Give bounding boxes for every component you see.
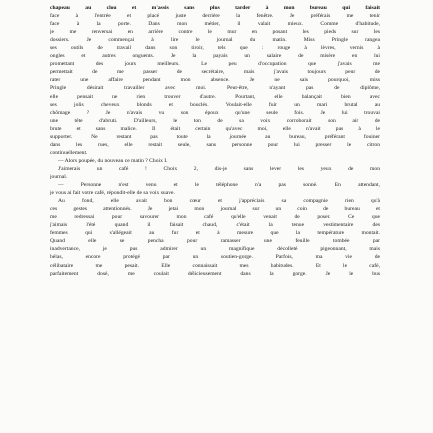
text-line: chômage ? Je n'avais vu son époux qu'une seule fois. Je lui trouvai [50,109,380,116]
text-line: parfaitement dosé, me coulait délicieusement dans la gorge. Je le bus [50,270,380,277]
text-line: ses jolis cheveux blonds et bouclés. Voulait-elle fuir un mari brutal au [50,101,380,108]
text-line: rater une affaire pendant mon absence. Je ne sais pourquoi, miss [50,77,380,84]
text-line: inadvertance, je pus admirer un magnifique décolleté pigeonnant, mais [50,246,380,253]
text-line: une tête d'abruti. D'ailleurs, le ton de sa voix corroborait son air de [50,117,380,124]
text-line: dans les rues, elle restait seule, sans personne pour lui presser le citron [50,141,380,148]
text-line: supporter. Ne restant pas toute la journée au bureau, préférant fouiner [50,133,380,140]
text-line: je vous ai fait votre café, répondit-elle de sa voix suave. [50,190,175,197]
text-line: Au fond, elle avait bon cœur et j'appréciais sa compagnie rien qu'à [58,198,380,205]
text-line: promettant des jours meilleurs. Le peu d'occupation que j'avais me [50,61,380,68]
text-line: me redressai pour savourer mon café qu'elle venait de poser. Ce que [50,214,380,221]
text-line: j'aimais l'été quand il faisait chaud, c'était la tenue vestimentaire des [50,222,380,229]
text-line: brute et sans malice. Il était certain qu'avec moi, elle n'avait pas à le [50,125,380,132]
text-line: ongles et autres onguents. Je la payais un salaire de misère en lui [50,53,380,60]
text-line: — Personne n'est venu et le téléphone n'a pas sonné. En attendant, [58,182,380,189]
text-line: hélas, encore protégé par un soutien-gorge. Parfois, ma vie de [50,254,380,261]
text-line: — Alors poupée, du nouveau ce matin ? Choix I. [58,157,168,164]
page-text [50,4,380,278]
text-line: continuellement. [50,149,88,156]
text-line: face à la porte. Dans mon métier, il valait mieux. Comme d'habitude, [50,21,380,28]
text-line: Pringle désirait travailler avec moi. Peut-être, n'ayant pas de diplôme, [50,85,380,92]
text-line: chapeau au clou et m'assis sans plus tarder à mon bureau qui faisait [50,5,380,11]
text-line: ces gestes attentionnés. Je jetai mon journal sur un coin de bureau et [50,206,380,213]
text-line: femmes qui s'allégeait au fur et à mesure que la température montait. [50,230,380,237]
text-line: Quand elle se pencha pour ramasser une feuille tombée par [50,238,380,245]
text-line: permettait de me passer de secrétaire, mais j'avais toujours peur de [50,69,380,76]
text-line: J'aimerais un café ! Choix 2, dis-je sans lever les yeux de mon [58,165,380,172]
text-line: ses outils de travail dans son tiroir, tels que : rouge à lèvres, vernis à [50,45,380,52]
text-line: je me renversai en arrière contre le mur en posant les pieds sur les [50,29,380,36]
text-line: journal. [50,173,68,180]
text-line: face à l'entrée et placé juste derrière la fenêtre. Je préférais me tenir [50,13,380,20]
text-line: célibataire me pesait. Elle connaissait mes habitudes. Et le café, [50,262,380,269]
text-line: elle pensait ne rien trouver d'autre. Pourtant, elle balançait bien avec [50,93,380,100]
text-line: dossiers. Je commençai à lire le journal du matin. Miss Pringle rangea [50,37,380,44]
